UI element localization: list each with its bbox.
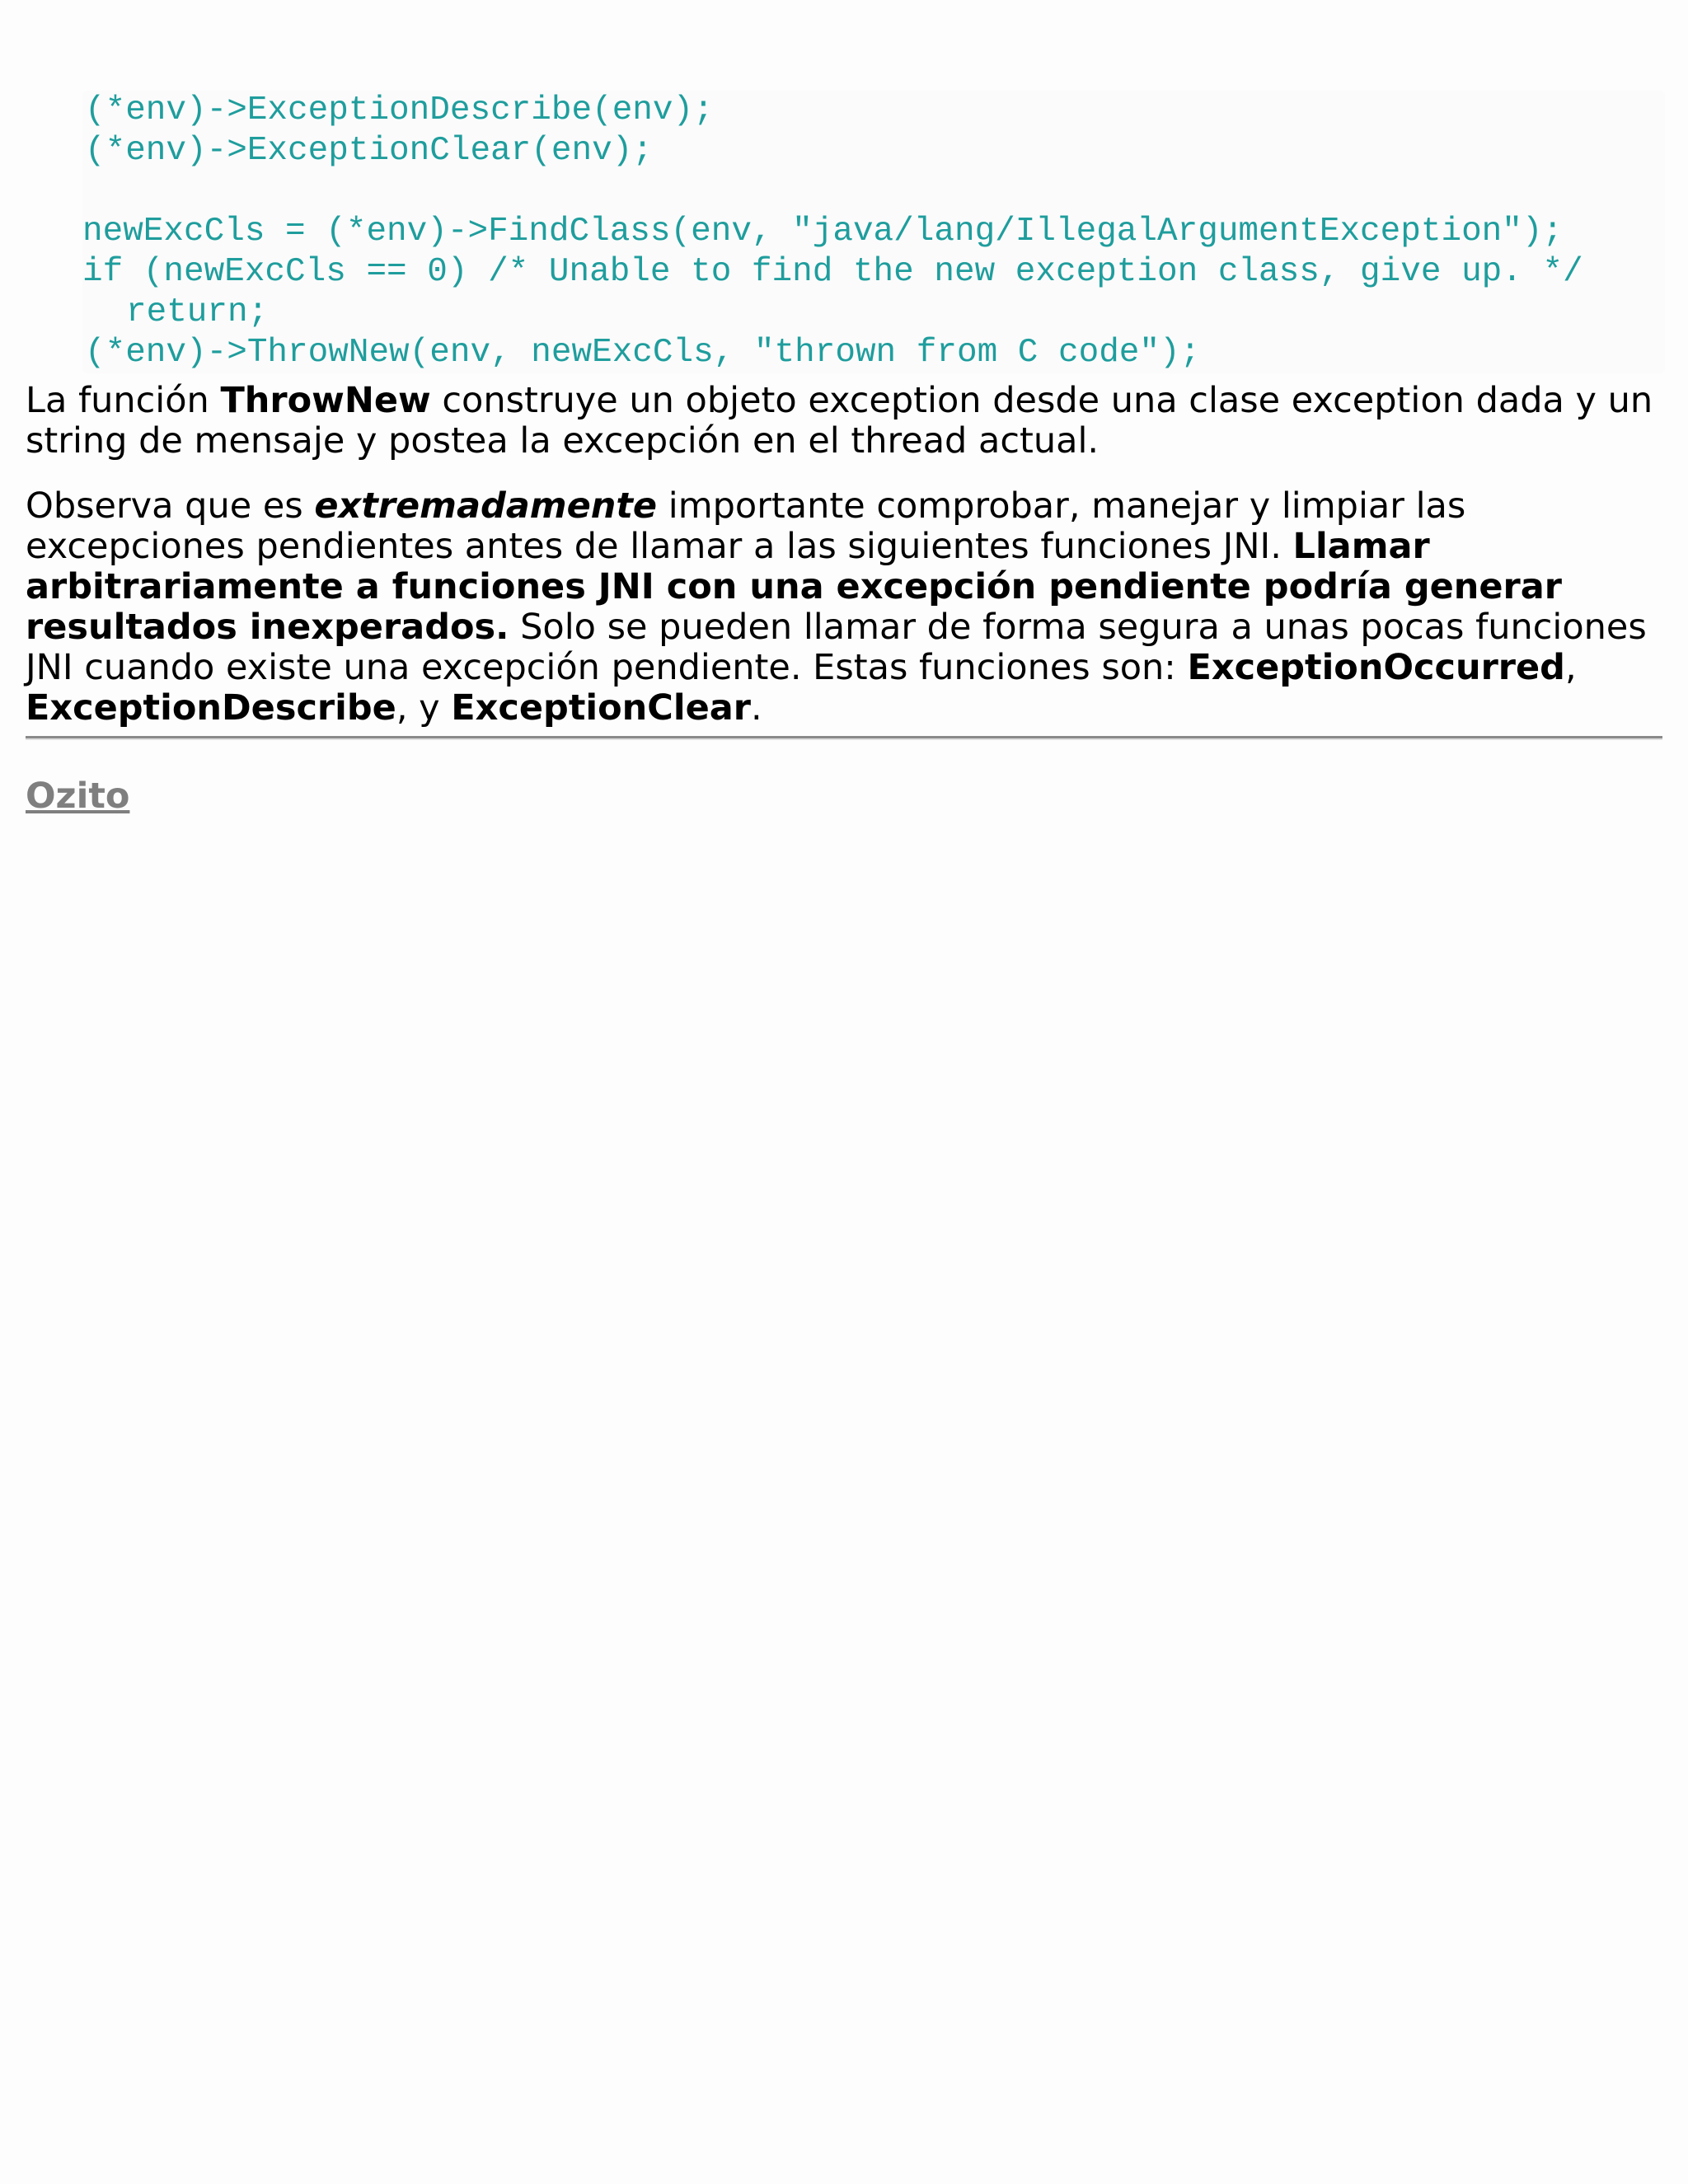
- p2-part3: Solo se pueden llamar de forma segura a unas pocas funciones JNI cuando existe una excepción pendiente. Estas funciones son:: [26, 607, 1647, 688]
- code-line-2: (*env)->ExceptionClear(env);: [85, 132, 653, 170]
- code-line-4: newExcCls = (*env)->FindClass(env, "java/lang/IllegalArgumentException");: [82, 213, 1564, 251]
- paragraph-warning: [26, 486, 1666, 729]
- code-line-blank: [82, 171, 1665, 212]
- p2-fn-exceptionoccurred: ExceptionOccurred: [1187, 647, 1565, 688]
- code-line-1: (*env)->ExceptionDescribe(env);: [85, 91, 714, 129]
- code-line-5: if (newExcCls == 0) /* Unable to find the new exception class, give up. */: [82, 253, 1583, 291]
- ozito-link[interactable]: Ozito: [26, 776, 130, 817]
- p2-emphasis: extremadamente: [314, 485, 658, 527]
- code-line-7: (*env)->ThrowNew(env, newExcCls, "thrown from C code");: [85, 334, 1201, 372]
- p2-bold-warning: Llamar arbitrariamente a funciones JNI con una excepción pendiente podría generar resultados inexperados.: [26, 526, 1562, 648]
- p2-fn-exceptionclear: ExceptionClear: [451, 687, 751, 729]
- p2-end: .: [750, 687, 762, 729]
- p1-suffix: construye un objeto exception desde una clase exception dada y un string de mensaje y postea la excepción en el thread actual.: [26, 380, 1653, 462]
- p2-fn-exceptiondescribe: ExceptionDescribe: [26, 687, 396, 729]
- horizontal-divider: [26, 736, 1662, 740]
- p2-part2: importante comprobar, manejar y limpiar las excepciones pendientes antes de llamar a las siguientes funciones JNI.: [26, 485, 1466, 567]
- p1-prefix: La función: [26, 380, 221, 421]
- code-line-6: return;: [126, 293, 269, 331]
- p2-sep1: ,: [1564, 647, 1577, 688]
- code-block: [82, 91, 1665, 373]
- p1-bold-thrownew: ThrowNew: [220, 380, 431, 421]
- paragraph-thrownew: [26, 381, 1666, 462]
- p2-part1: Observa que es: [26, 485, 315, 527]
- p2-sep2: , y: [396, 687, 452, 729]
